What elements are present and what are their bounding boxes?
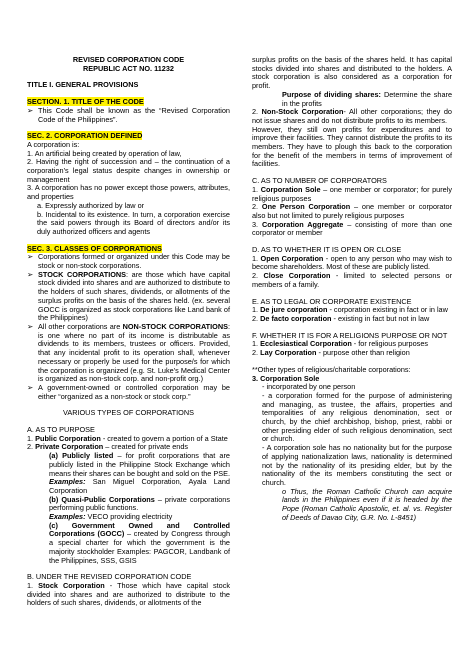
nonstock-intro: All other corporations are — [38, 321, 123, 331]
nonstock-corporations-text: : is one where no part of its income is distributable as dividends to its members, trustees or officers. Provided, that any incidental profit to its operation shall, whenever necessary or properly be used for the purpose/s for which the corporation is organized (e.g. St. Luke’s Medical Center is organized as non-stock corp. and non-profit org.) — [38, 321, 230, 384]
arrow-bullet-icon: ➢ — [27, 382, 34, 392]
arrow-bullet-icon: ➢ — [27, 105, 34, 115]
corporation-aggregate-text: – consisting of more than one corporator or member — [252, 219, 453, 238]
nonstock-corporation-label: Non-Stock Corporation — [261, 107, 344, 117]
document-title: REVISED CORPORATION CODE — [72, 55, 185, 64]
corporation-sole-item: - incorporated by one person — [262, 382, 356, 392]
section2-subitem: b. Incidental to its existence. In turn, a corporation exercise the said powers through its Board of directors and/or its duly authorized officers and agents — [37, 209, 230, 236]
item-number: 2. — [252, 202, 262, 212]
various-types-heading: VARIOUS TYPES OF CORPORATIONS — [63, 408, 194, 418]
item-number: 2. — [252, 107, 262, 117]
section3-bullet — [27, 323, 230, 384]
quasi-public-label: (b) Quasi-Public Corporations — [49, 494, 155, 504]
private-corporation-label: Private Corporation — [35, 442, 104, 452]
corporators-heading: C. AS TO NUMBER OF CORPORATORS — [252, 176, 387, 186]
open-corporation-label: Open Corporation — [260, 253, 324, 263]
purpose-heading: A. AS TO PURPOSE — [27, 425, 95, 435]
item-number: 1. — [27, 433, 36, 443]
stock-corporation-text: - Those which have capital stock divided into shares and are authorized to distribute to the holders of such shares, dividends, or allotments of the — [27, 580, 230, 608]
nonstock-corporation-text: - All other corporations; they do not issue shares and do not distribute profits to its members. — [252, 107, 452, 125]
examples-label: Examples: — [49, 477, 86, 487]
arrow-bullet-icon: ➢ — [27, 321, 34, 331]
publicly-listed-label: (a) Publicly listed — [49, 451, 114, 461]
section3-bullet — [27, 253, 230, 270]
quasi-public-text: – private corporations performing public functions. — [49, 494, 231, 513]
section1-text: This Code shall be known as the “Revised Corporation Code of the Philippines”. — [38, 105, 230, 124]
ecclesiastical-text: - for religious purposes — [351, 339, 429, 349]
close-corporation-label: Close Corporation — [263, 271, 331, 281]
public-corporation-text: - created to govern a portion of a State — [100, 433, 228, 443]
section3-bullet-text: A government-owned or controlled corporation may be either “organized as a non-stock or stock corp.” — [38, 382, 230, 401]
nonstock-more: However, they still own profits for expenditures and to improve their facilities. They cannot distribute the profits to its members. They have to plough this back to the corporation for the benefit of the members in terms of improvement of facilities. — [252, 124, 452, 169]
section3-bullet — [27, 384, 230, 401]
right-column — [252, 56, 452, 522]
de-jure-text: - corporation existing in fact or in law — [327, 305, 448, 315]
stock-corporation-label: Stock Corporation — [38, 580, 105, 590]
revised-code-heading: B. UNDER THE REVISED CORPORATION CODE — [27, 572, 192, 582]
publicly-listed-item — [27, 452, 230, 496]
quasi-public-item — [27, 496, 230, 513]
corporation-aggregate-label: Corporation Aggregate — [261, 219, 344, 229]
nonstock-corporation-item — [252, 108, 452, 125]
gocc-text: – created by Congress through a special charter for which the government is the majority stockholder Examples: PAGCOR, Landbank of the Philippines, SSS, GSIS — [49, 529, 231, 565]
item-number: 1. — [252, 339, 261, 349]
section3-heading: SEC. 3. CLASSES OF CORPORATIONS — [27, 243, 162, 253]
one-person-corporation-text: – one member or corporator also but not limited to purely religious purposes — [252, 202, 453, 220]
purpose-of-shares-label: Purpose of dividing shares: — [282, 89, 381, 99]
item-number: 1. — [252, 253, 261, 263]
section2-item: 2. Having the right of succession and – the continuation of a corporation’s legal status despite changes in ownership or management — [27, 157, 230, 184]
section2-subitem: a. Expressly authorized by law or — [37, 200, 145, 210]
item-number: 1. — [252, 305, 261, 315]
title-general-provisions: TITLE I. GENERAL PROVISIONS — [27, 80, 139, 90]
item-number: 2. — [252, 313, 261, 323]
item-number: 2. — [252, 348, 261, 358]
de-jure-label: De jure corporation — [260, 305, 328, 315]
item-number: 2. — [252, 271, 264, 281]
gocc-label: (c) Government Owned and Controlled Corporations (GOCC) — [49, 520, 230, 539]
item-number: 1. — [27, 580, 39, 590]
purpose-of-shares-text: Determine the share in the profits — [282, 89, 453, 108]
item-number: 2. — [27, 442, 36, 452]
legal-existence-heading: E. AS TO LEGAL OR CORPORATE EXISTENCE — [252, 296, 412, 306]
section1-bullet — [27, 107, 230, 124]
public-corporation-label: Public Corporation — [35, 433, 101, 443]
private-corporation-text: – created for private ends — [103, 442, 189, 452]
item-number: 3. — [252, 219, 262, 229]
stock-corporation-item — [27, 582, 230, 608]
de-facto-text: - existing in fact but not in law — [331, 313, 430, 323]
corporation-sole-label: Corporation Sole — [260, 184, 321, 194]
open-close-heading: D. AS TO WHETHER IT IS OPEN OR CLOSE — [252, 245, 402, 255]
section3-bullet — [27, 271, 230, 323]
gocc-item — [27, 522, 230, 566]
de-facto-label: De facto corporation — [260, 313, 332, 323]
corporation-sole-item: - A corporation sole has no nationality but for the purpose of applying nationalization laws, nationality is determined not by the nationality of its presiding elder, but by the nationality of the its members constituting the sect or church. — [262, 443, 452, 487]
examples-text: San Miguel Corporation, Ayala Land Corporation — [49, 477, 230, 495]
open-corporation-text: - open to any person who may wish to become shareholders. Most of these are publicly listed. — [252, 253, 452, 272]
examples-label: Examples: — [49, 512, 86, 522]
case-citation: o Thus, the Roman Catholic Church can acquire lands in the Philippines even if it is headed by the Pope (Roman Catholic Apostolic, et. al. vs. Register of Deeds of Davao City, G.R. No. L-8451) — [282, 486, 452, 522]
stock-corporations-text: : are those which have capital stock divided into shares and are authorized to distribute to the holders of such shares, dividends, or allotments of the surplus profits on the basis of the shares held. (ex. several GOCC is organized as stock corporations like Land bank of the Philippines) — [38, 269, 230, 323]
document-subtitle: REPUBLIC ACT NO. 11232 — [83, 63, 174, 73]
lay-corporation-text: - purpose other than religion — [316, 348, 410, 358]
ecclesiastical-label: Ecclesiastical Corporation — [260, 339, 352, 349]
corporation-sole-heading: 3. Corporation Sole — [252, 373, 320, 383]
section2-item: 3. A corporation has no power except those powers, attributes, and properties — [27, 183, 230, 202]
one-person-corporation-label: One Person Corporation — [261, 202, 351, 212]
corporation-sole-text: – one member or corporator; for purely religious purposes — [252, 184, 452, 203]
examples-text: VECO providing electricity — [85, 512, 173, 522]
section2-heading: SEC. 2. CORPORATION DEFINED — [27, 131, 143, 141]
corporation-sole-item: - a corporation formed for the purpose of administering and managing, as trustee, the affairs, properties and temporalities of any religious denomination, sect or church, by the chief archbishop, bishop, priest, rabbi or other presiding elder of such religious denomination, sect or church. — [262, 390, 452, 444]
other-types-note: **Other types of religious/charitable corporations: — [252, 364, 411, 374]
lay-corporation-label: Lay Corporation — [260, 348, 317, 358]
left-column — [27, 56, 230, 608]
section2-intro: A corporation is: — [27, 139, 80, 149]
close-corporation-text: - limited to selected persons or members of a family. — [252, 271, 452, 289]
stock-corporations-label: STOCK CORPORATIONS — [38, 269, 127, 279]
stock-corporation-continued: surplus profits on the basis of the shares held. It has capital stocks divided into shares and distributed to the holders. A stock corporation is also considered as a corporation for profit. — [252, 55, 452, 91]
nonstock-corporations-label: NON-STOCK CORPORATIONS — [122, 321, 228, 331]
religious-purpose-heading: F. WHETHER IT IS FOR A RELIGIONS PURPOSE OR NOT — [252, 330, 448, 340]
publicly-listed-text: – for profit corporations that are publicly listed in the Philippine Stock Exchange which means their shares can be bought and sold on the PSE. — [49, 451, 230, 478]
section1-heading: SECTION. 1. TITLE OF THE CODE — [27, 97, 144, 107]
arrow-bullet-icon: ➢ — [27, 269, 34, 279]
section3-bullet-text: Corporations formed or organized under this Code may be stock or non-stock corporations. — [38, 252, 230, 271]
section2-item: 1. An artificial being created by operation of law, — [27, 148, 182, 158]
item-number: 1. — [252, 184, 261, 194]
arrow-bullet-icon: ➢ — [27, 252, 34, 262]
